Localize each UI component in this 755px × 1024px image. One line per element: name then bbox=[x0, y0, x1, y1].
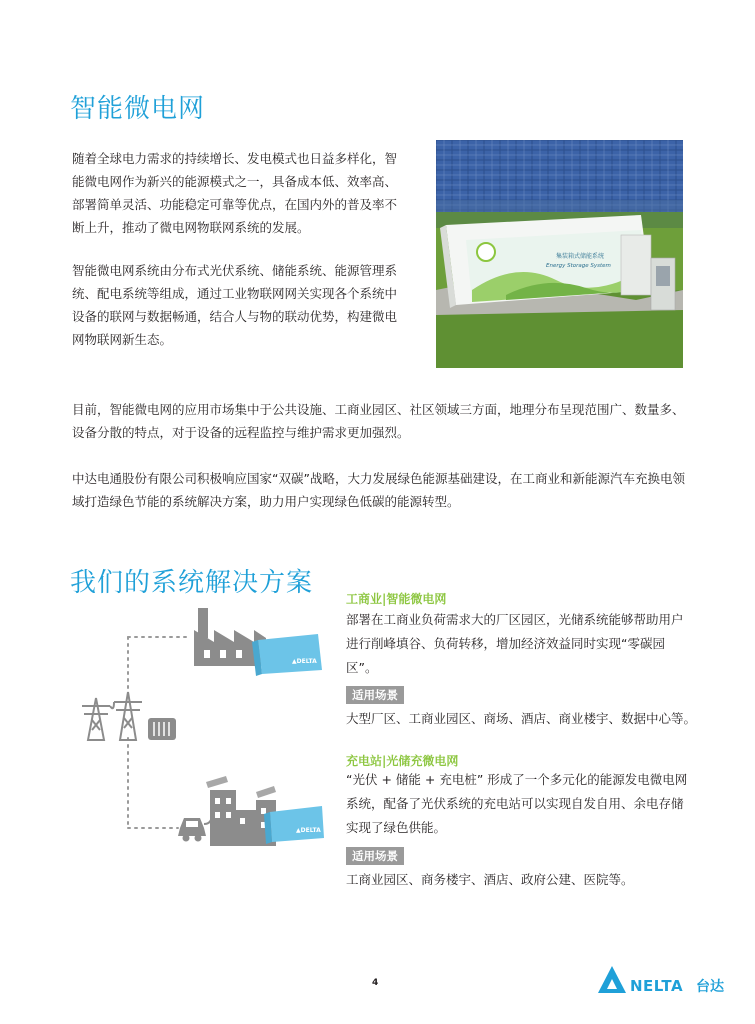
section-title-microgrid: 智能微电网 bbox=[70, 94, 206, 124]
solution-text-industrial: 部署在工商业负荷需求大的厂区园区，光储系统能够帮助用户进行削峰填谷、负荷转移，增加经济效益同时实现“零碳园区”。 bbox=[346, 612, 684, 675]
energy-storage-photo bbox=[436, 140, 683, 368]
svg-text:▲DELTA: ▲DELTA bbox=[296, 827, 321, 834]
logo-cn: 台达 bbox=[696, 979, 724, 995]
svg-text:▲DELTA: ▲DELTA bbox=[292, 658, 317, 665]
system-paragraph: 智能微电网系统由分布式光伏系统、储能系统、能源管理系统、配电系统等组成，通过工业物联网网关实现各个系统中设备的联网与数据畅通，结合人与物的联动优势，构建微电网物联网新生态。 bbox=[72, 263, 398, 347]
scenario-list-charging: 工商业园区、商务楼宇、酒店、政府公建、医院等。 bbox=[346, 872, 634, 887]
storage-container-icon bbox=[252, 634, 322, 676]
solution-diagram bbox=[70, 600, 340, 860]
section-title-solutions: 我们的系统解决方案 bbox=[70, 568, 314, 598]
intro-paragraph: 随着全球电力需求的持续增长、发电模式也日益多样化，智能微电网作为新兴的能源模式之一，具备成本低、效率高、部署简单灵活、功能稳定可靠等优点，在国内外的普及率不断上升，推动了微电网物联网系统的发展。 bbox=[72, 151, 398, 235]
solution-heading-industrial: 工商业|智能微电网 bbox=[346, 592, 447, 606]
delta-logo bbox=[596, 960, 736, 1000]
page-number: 4 bbox=[372, 978, 379, 988]
scenario-list-industrial: 大型厂区、工商业园区、商场、酒店、商业楼宇、数据中心等。 bbox=[346, 711, 697, 726]
ev-car-icon bbox=[178, 806, 212, 842]
container-label: Energy Storage System bbox=[546, 263, 611, 269]
logo-text: NELTA bbox=[630, 977, 684, 995]
storage-container-icon-2 bbox=[264, 806, 324, 844]
container-label-cn: 集装箱式储能系统 bbox=[556, 253, 605, 260]
scenario-tag: 适用场景 bbox=[346, 847, 404, 865]
battery-icon bbox=[148, 718, 176, 740]
power-tower-icon bbox=[82, 692, 142, 740]
scenario-tag: 适用场景 bbox=[346, 686, 404, 704]
market-paragraph: 目前，智能微电网的应用市场集中于公共设施、工商业园区、社区领域三方面，地理分布呈现范围广、数量多、设备分散的特点，对于设备的远程监控与维护需求更加强烈。 bbox=[72, 402, 685, 440]
company-paragraph: 中达电通股份有限公司积极响应国家“双碳”战略，大力发展绿色能源基础建设，在工商业和新能源汽车充换电领域打造绿色节能的系统解决方案，助力用户实现绿色低碳的能源转型。 bbox=[72, 471, 685, 509]
solution-text-charging: “光伏 + 储能 + 充电桩” 形成了一个多元化的能源发电微电网系统，配备了光伏系统的充电站可以实现自发自用、余电存储实现了绿色供能。 bbox=[346, 772, 688, 835]
solution-heading-charging: 充电站|光储充微电网 bbox=[346, 754, 459, 768]
